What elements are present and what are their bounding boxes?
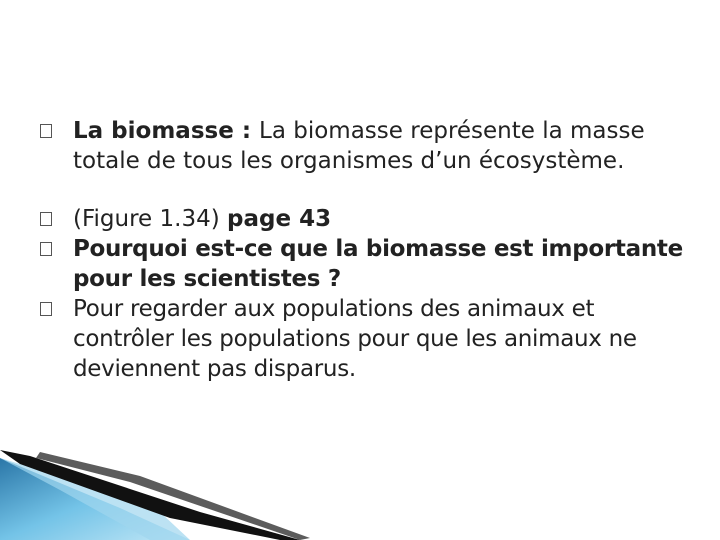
definition-text: La biomasse représente la masse totale de tous les organismes d’un écosystème.: [73, 118, 645, 174]
bullet-icon: [40, 212, 52, 226]
bullet-icon: [40, 124, 52, 138]
figure-reference-text: (Figure 1.34): [73, 206, 228, 232]
definition-paragraph: [40, 116, 700, 176]
question-text: Pourquoi est-ce que la biomasse est importante pour les scientistes ?: [73, 236, 683, 292]
question-paragraph: [40, 234, 700, 294]
slide-body: [40, 116, 700, 384]
term-separator: :: [233, 118, 260, 144]
answer-text: Pour regarder aux populations des animaux et contrôler les populations pour que les animaux ne deviennent pas disparus.: [73, 296, 637, 382]
term-label: La biomasse: [73, 118, 234, 144]
corner-decoration: [0, 450, 720, 540]
figure-reference-paragraph: [40, 204, 700, 234]
page-reference: page 43: [227, 206, 332, 232]
answer-paragraph: [40, 294, 700, 384]
bullet-icon: [40, 302, 52, 316]
bullet-icon: [40, 242, 52, 256]
